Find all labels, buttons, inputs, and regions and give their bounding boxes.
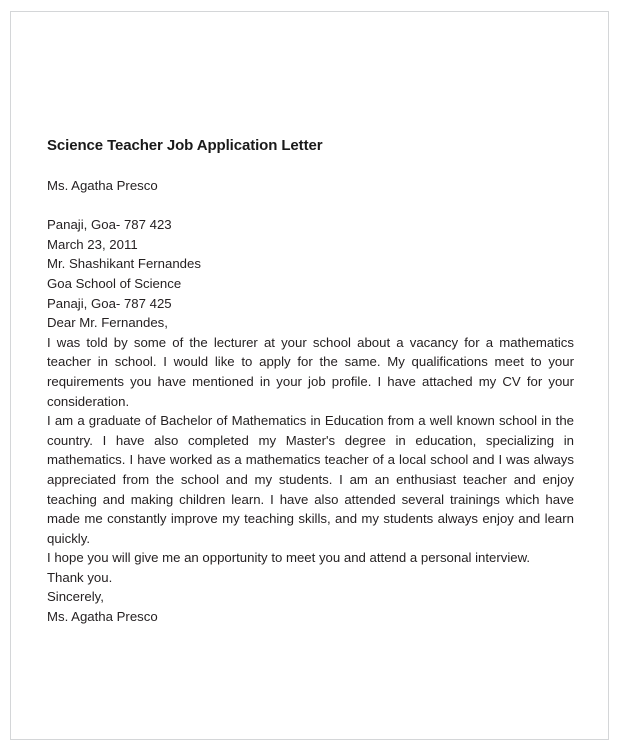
address-line-recipient-city: Panaji, Goa- 787 425 [47, 295, 172, 311]
address-line-recipient-name: Mr. Shashikant Fernandes [47, 256, 201, 272]
closing-signoff: Sincerely, [47, 589, 104, 605]
letter-body [47, 136, 574, 627]
blank-line-spacer [47, 196, 574, 216]
page-title: Science Teacher Job Application Letter [47, 137, 323, 154]
salutation: Dear Mr. Fernandes, [47, 315, 168, 331]
address-line-recipient-org: Goa School of Science [47, 275, 182, 291]
closing-block [47, 568, 574, 627]
body-paragraph-1: I was told by some of the lecturer at your school about a vacancy for a mathematics teacher in school. I would like to apply for the same. My qualifications meet to your requirements you have mentioned in your job profile. I have attached my CV for your consideration. [47, 334, 574, 409]
body-paragraph-3: I hope you will give me an opportunity to meet you and attend a personal interview. [47, 550, 531, 566]
address-block [47, 215, 574, 313]
address-line-date: March 23, 2011 [47, 236, 138, 252]
address-line-sender-city: Panaji, Goa- 787 423 [47, 217, 172, 233]
body-paragraph-2: I am a graduate of Bachelor of Mathematics in Education from a well known school in the country. I have also completed my Master's degree in education, specializing in mathematics. I have worked as a mathematics teacher of a local school and I was always appreciated from the school and my students. I am an enthusiast teacher and enjoy teaching and making children learn. I have also attended several trainings which have made me constantly improve my teaching skills, and my students always enjoy and learn quickly. [47, 413, 574, 546]
document-page [10, 11, 609, 740]
signature-name: Ms. Agatha Presco [47, 609, 158, 625]
sender-name: Ms. Agatha Presco [47, 178, 158, 193]
closing-thanks: Thank you. [47, 569, 113, 585]
